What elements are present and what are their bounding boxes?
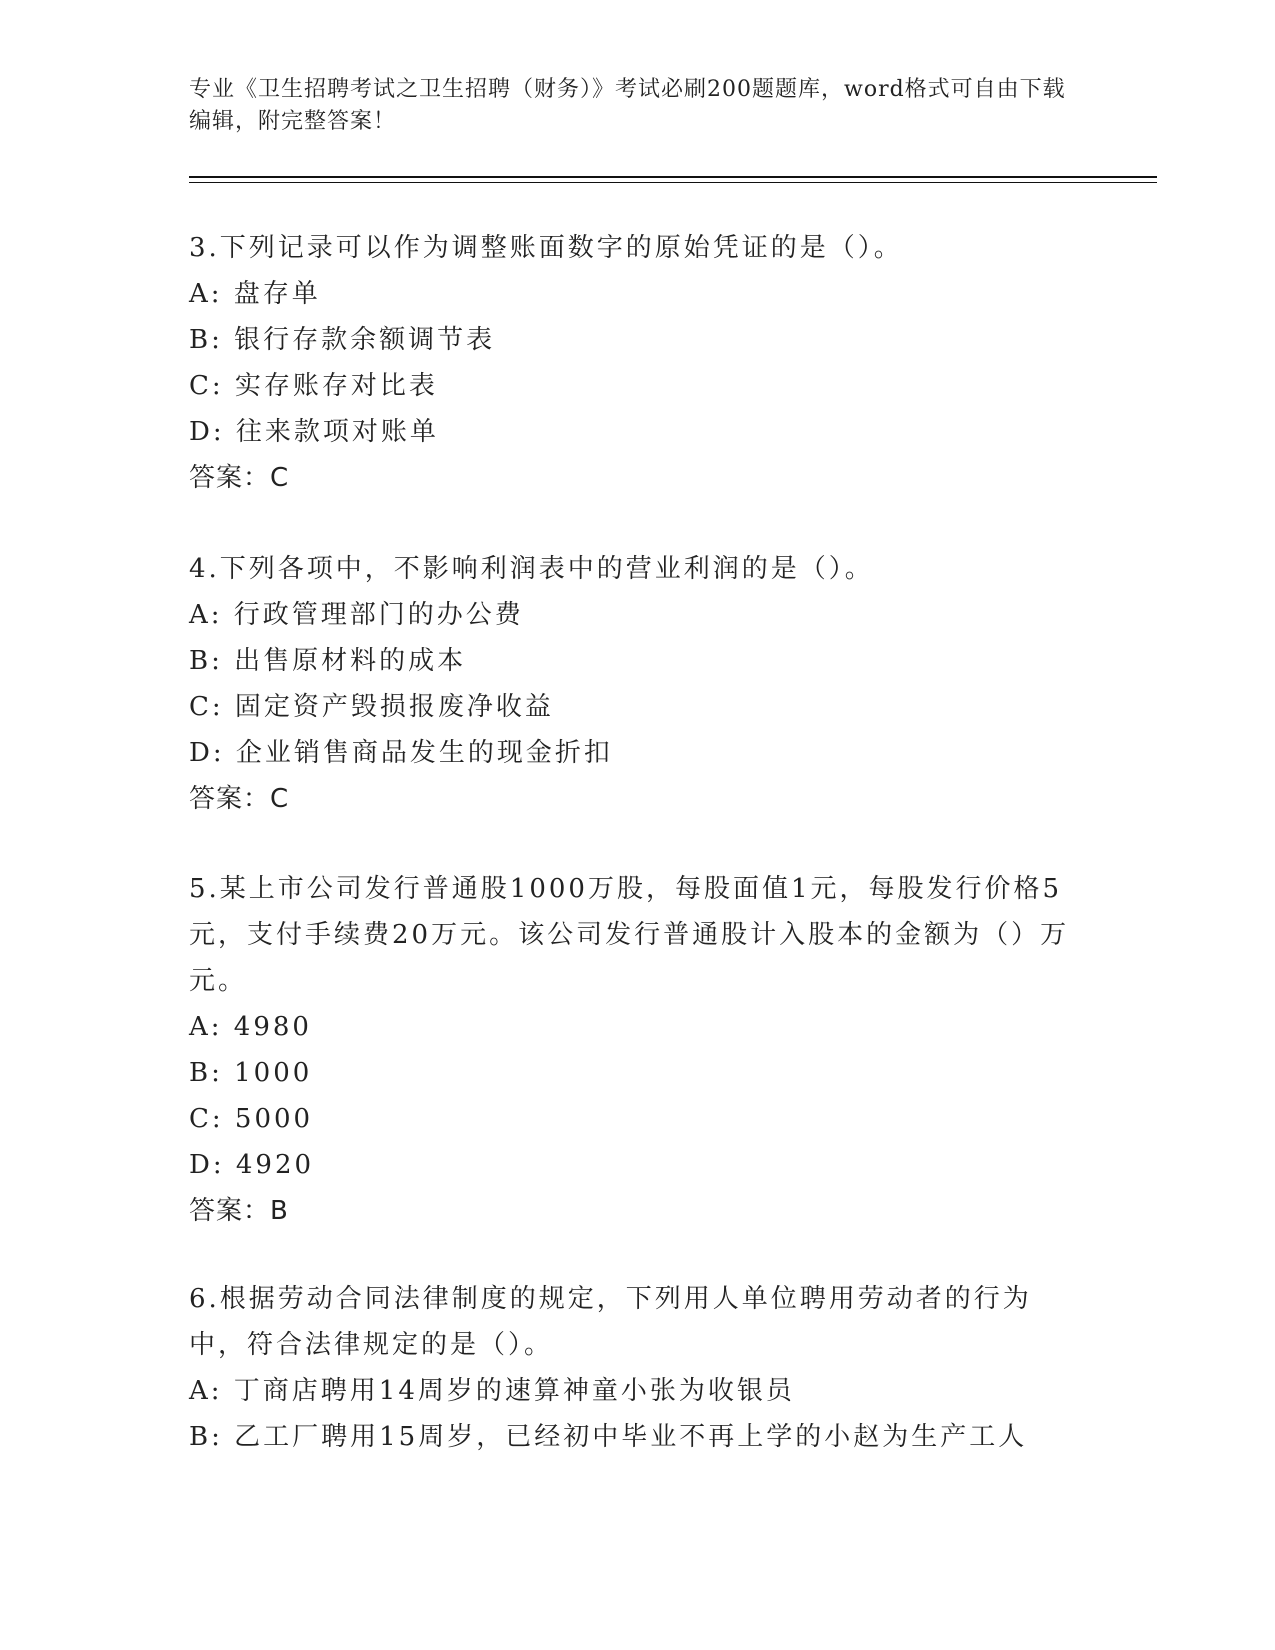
option-c: C: 实存账存对比表 xyxy=(189,371,438,401)
question-6 xyxy=(189,1276,1089,1460)
document-header: 专业《卫生招聘考试之卫生招聘（财务）》考试必刷200题题库，word格式可自由下载编辑，附完整答案！ xyxy=(189,77,1066,134)
option-c: C: 5000 xyxy=(189,1104,314,1134)
question-4 xyxy=(189,546,1089,822)
option-b: B: 出售原材料的成本 xyxy=(189,646,467,676)
option-b: B: 银行存款余额调节表 xyxy=(189,325,496,355)
option-d: D: 企业销售商品发生的现金折扣 xyxy=(189,738,613,768)
question-stem: 4.下列各项中，不影响利润表中的营业利润的是（）。 xyxy=(189,554,874,584)
answer: 答案：C xyxy=(189,463,290,493)
option-b: B: 1000 xyxy=(189,1058,313,1088)
question-stem: 6.根据劳动合同法律制度的规定，下列用人单位聘用劳动者的行为中，符合法律规定的是（）。 xyxy=(189,1284,1032,1360)
question-stem: 3.下列记录可以作为调整账面数字的原始凭证的是（）。 xyxy=(189,233,903,263)
question-stem: 5.某上市公司发行普通股1000万股，每股面值1元，每股发行价格5元，支付手续费20万元。该公司发行普通股计入股本的金额为（）万元。 xyxy=(189,874,1070,996)
option-a: A: 4980 xyxy=(189,1012,312,1042)
question-3 xyxy=(189,225,1089,501)
option-a: A: 丁商店聘用14周岁的速算神童小张为收银员 xyxy=(189,1376,795,1406)
option-c: C: 固定资产毁损报废净收益 xyxy=(189,692,554,722)
option-b: B: 乙工厂聘用15周岁，已经初中毕业不再上学的小赵为生产工人 xyxy=(189,1422,1028,1452)
option-a: A: 盘存单 xyxy=(189,279,321,309)
option-d: D: 4920 xyxy=(189,1150,315,1180)
question-5 xyxy=(189,866,1089,1234)
header-divider-thin xyxy=(189,182,1157,183)
answer: 答案：B xyxy=(189,1196,289,1226)
header-divider-thick xyxy=(189,176,1157,178)
option-a: A: 行政管理部门的办公费 xyxy=(189,600,524,630)
answer: 答案：C xyxy=(189,784,290,814)
option-d: D: 往来款项对账单 xyxy=(189,417,439,447)
